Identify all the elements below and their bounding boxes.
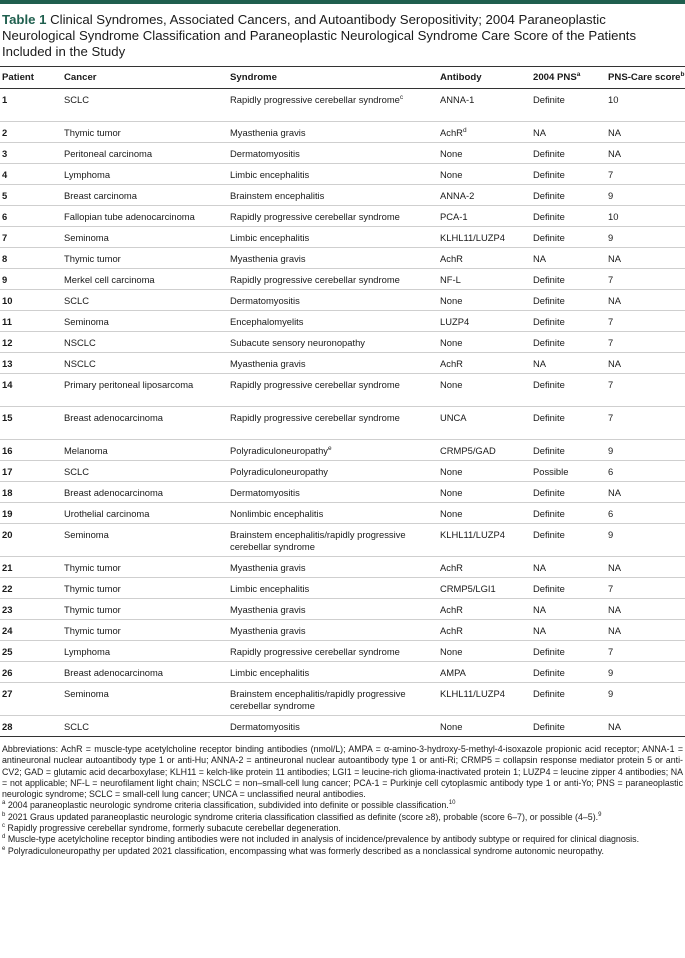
table-label: Table 1 <box>2 12 47 27</box>
footnote-b: $^b$ 2021 Graus updated paraneoplastic neurologic syndrome criteria classification classified as definite (score ≥8), probable (score 6–7), or possible (4–5).$^9$ <box>2 811 602 822</box>
table-row <box>0 578 685 599</box>
cell-pns-care-score: 9 <box>606 185 685 206</box>
table-row <box>0 641 685 662</box>
cell-2004-pns: Definite <box>531 482 606 503</box>
cell-antibody: None <box>438 716 531 737</box>
table-row <box>0 353 685 374</box>
cell-cancer: Thymic tumor <box>62 578 228 599</box>
cell-pns-care-score: NA <box>606 716 685 737</box>
cell-syndrome: Dermatomyositis <box>228 143 438 164</box>
cell-cancer: Thymic tumor <box>62 620 228 641</box>
table-row <box>0 440 685 461</box>
table-header-row <box>0 67 685 89</box>
cell-antibody: None <box>438 164 531 185</box>
cell-patient: 4 <box>0 164 62 185</box>
cell-patient: 12 <box>0 332 62 353</box>
cell-pns-care-score: 10 <box>606 89 685 122</box>
cell-syndrome: Dermatomyositis <box>228 290 438 311</box>
cell-pns-care-score: 7 <box>606 311 685 332</box>
cell-pns-care-score: 9 <box>606 662 685 683</box>
cell-syndrome: Brainstem encephalitis/rapidly progressive cerebellar syndrome <box>228 524 438 557</box>
cell-antibody: None <box>438 290 531 311</box>
cell-2004-pns: Definite <box>531 440 606 461</box>
cell-syndrome: Myasthenia gravis <box>228 557 438 578</box>
cell-cancer: Seminoma <box>62 524 228 557</box>
cell-syndrome: Dermatomyositis <box>228 482 438 503</box>
cell-patient: 11 <box>0 311 62 332</box>
cell-pns-care-score: 9 <box>606 524 685 557</box>
cell-syndrome: Limbic encephalitis <box>228 227 438 248</box>
cell-pns-care-score: 7 <box>606 269 685 290</box>
cell-antibody: ANNA-2 <box>438 185 531 206</box>
cell-syndrome: Dermatomyositis <box>228 716 438 737</box>
cell-pns-care-score: 7 <box>606 641 685 662</box>
cell-patient: 3 <box>0 143 62 164</box>
table-row <box>0 557 685 578</box>
table-row <box>0 227 685 248</box>
footnote-e: $^e$ Polyradiculoneuropathy per updated 2021 classification, encompassing what was formerly described as a nonclassical syndrome autonomic neuropathy. <box>2 845 604 856</box>
header-cancer: Cancer <box>62 67 228 89</box>
cell-patient: 26 <box>0 662 62 683</box>
cell-pns-care-score: NA <box>606 353 685 374</box>
cell-cancer: Thymic tumor <box>62 248 228 269</box>
table-row <box>0 185 685 206</box>
cell-antibody: NF-L <box>438 269 531 290</box>
cell-cancer: Seminoma <box>62 311 228 332</box>
cell-syndrome: Myasthenia gravis <box>228 248 438 269</box>
table-caption <box>0 4 685 66</box>
table-row <box>0 716 685 737</box>
cell-antibody: KLHL11/LUZP4 <box>438 683 531 716</box>
cell-2004-pns: Definite <box>531 206 606 227</box>
cell-cancer: Thymic tumor <box>62 122 228 143</box>
cell-pns-care-score: 6 <box>606 461 685 482</box>
cell-cancer: NSCLC <box>62 353 228 374</box>
cell-2004-pns: Definite <box>531 578 606 599</box>
cell-patient: 8 <box>0 248 62 269</box>
table-footnotes <box>0 737 685 857</box>
cell-syndrome: Rapidly progressive cerebellar syndrome$^c$ <box>228 89 438 122</box>
cell-antibody: KLHL11/LUZP4 <box>438 227 531 248</box>
cell-patient: 17 <box>0 461 62 482</box>
cell-patient: 6 <box>0 206 62 227</box>
table-row <box>0 461 685 482</box>
cell-2004-pns: Definite <box>531 89 606 122</box>
cell-patient: 18 <box>0 482 62 503</box>
cell-pns-care-score: NA <box>606 620 685 641</box>
header-pns-care-score: PNS-Care score$^b$ <box>606 67 685 89</box>
cell-pns-care-score: 9 <box>606 683 685 716</box>
table-row <box>0 620 685 641</box>
cell-pns-care-score: 6 <box>606 503 685 524</box>
cell-cancer: Merkel cell carcinoma <box>62 269 228 290</box>
cell-patient: 19 <box>0 503 62 524</box>
table-row <box>0 206 685 227</box>
cell-antibody: ANNA-1 <box>438 89 531 122</box>
cell-syndrome: Limbic encephalitis <box>228 578 438 599</box>
cell-2004-pns: Definite <box>531 185 606 206</box>
table-row <box>0 122 685 143</box>
table-row <box>0 311 685 332</box>
table-row <box>0 482 685 503</box>
cell-pns-care-score: 7 <box>606 332 685 353</box>
cell-antibody: None <box>438 332 531 353</box>
table-row <box>0 248 685 269</box>
cell-cancer: Thymic tumor <box>62 557 228 578</box>
cell-antibody: UNCA <box>438 407 531 440</box>
cell-cancer: NSCLC <box>62 332 228 353</box>
cell-2004-pns: Definite <box>531 269 606 290</box>
cell-cancer: SCLC <box>62 461 228 482</box>
cell-syndrome: Limbic encephalitis <box>228 662 438 683</box>
cell-cancer: Lymphoma <box>62 164 228 185</box>
cell-antibody: AchR <box>438 557 531 578</box>
cell-patient: 15 <box>0 407 62 440</box>
cell-antibody: None <box>438 482 531 503</box>
cell-pns-care-score: 7 <box>606 374 685 407</box>
cell-2004-pns: Definite <box>531 311 606 332</box>
cell-antibody: AchR <box>438 599 531 620</box>
cell-cancer: Primary peritoneal liposarcoma <box>62 374 228 407</box>
header-2004-pns: 2004 PNS$^a$ <box>531 67 606 89</box>
cell-cancer: Breast carcinoma <box>62 185 228 206</box>
footnote-a: $^a$ 2004 paraneoplastic neurologic syndrome criteria classification, subdivided into definite or possible classification.$^{10}$ <box>2 800 456 811</box>
cell-antibody: None <box>438 461 531 482</box>
header-syndrome: Syndrome <box>228 67 438 89</box>
table-row <box>0 503 685 524</box>
cell-cancer: Seminoma <box>62 683 228 716</box>
cell-cancer: Breast adenocarcinoma <box>62 482 228 503</box>
cell-antibody: PCA-1 <box>438 206 531 227</box>
cell-2004-pns: Definite <box>531 641 606 662</box>
cell-cancer: Thymic tumor <box>62 599 228 620</box>
table-row <box>0 407 685 440</box>
cell-syndrome: Subacute sensory neuronopathy <box>228 332 438 353</box>
abbreviations-note: Abbreviations: AchR = muscle-type acetylcholine receptor binding antibodies (nmol/L); AMPA = α-amino-3-hydroxy-5-methyl-4-isoxazole propionic acid receptor; ANNA-1 = antineuronal nuclear autoantibody type 1 or anti-Hu; ANNA-2 = antineuronal nuclear autoantibody type 1 or anti-Ri; CRMP5 = collapsin response mediator protein 5 or anti-CV2; GAD = glutamic acid decarboxylase; KLH11 = kelch-like protein 11 antibodies; LGI1 = leucine-rich glioma-inactivated protein 1; LUZP4 = leucine zipper 4 antibodies; NA = not applicable; NF-L = neurofilament light chain; NSCLC = non–small-cell lung cancer; PCA-1 = Purkinje cell cytoplasmic antibody type 1 or anti-Yo; PNS = paraneoplastic neurologic syndrome; SCLC = small-cell lung cancer; UNCA = unclassified neural antibodies. <box>2 744 683 800</box>
cell-2004-pns: NA <box>531 122 606 143</box>
cell-patient: 24 <box>0 620 62 641</box>
cell-cancer: Peritoneal carcinoma <box>62 143 228 164</box>
cell-2004-pns: NA <box>531 599 606 620</box>
cell-antibody: AchR <box>438 248 531 269</box>
cell-patient: 13 <box>0 353 62 374</box>
cell-2004-pns: Definite <box>531 332 606 353</box>
table-row <box>0 269 685 290</box>
cell-2004-pns: Definite <box>531 143 606 164</box>
footnote-d: $^d$ Muscle-type acetylcholine receptor binding antibodies were not included in analysis of incidence/prevalence by antibody subtype or required for clinical diagnosis. <box>2 834 640 845</box>
syndromes-table <box>0 66 685 737</box>
table-row <box>0 683 685 716</box>
cell-antibody: AchR <box>438 353 531 374</box>
cell-cancer: Urothelial carcinoma <box>62 503 228 524</box>
table-row <box>0 290 685 311</box>
cell-syndrome: Rapidly progressive cerebellar syndrome <box>228 374 438 407</box>
cell-2004-pns: Definite <box>531 716 606 737</box>
cell-patient: 14 <box>0 374 62 407</box>
cell-patient: 5 <box>0 185 62 206</box>
cell-antibody: CRMP5/LGI1 <box>438 578 531 599</box>
cell-2004-pns: Definite <box>531 227 606 248</box>
cell-patient: 25 <box>0 641 62 662</box>
cell-syndrome: Myasthenia gravis <box>228 353 438 374</box>
cell-cancer: SCLC <box>62 290 228 311</box>
table-row <box>0 599 685 620</box>
cell-pns-care-score: 9 <box>606 440 685 461</box>
cell-syndrome: Myasthenia gravis <box>228 122 438 143</box>
cell-patient: 10 <box>0 290 62 311</box>
cell-2004-pns: Definite <box>531 407 606 440</box>
cell-pns-care-score: NA <box>606 248 685 269</box>
cell-syndrome: Rapidly progressive cerebellar syndrome <box>228 269 438 290</box>
cell-2004-pns: NA <box>531 353 606 374</box>
cell-pns-care-score: 7 <box>606 407 685 440</box>
cell-2004-pns: Definite <box>531 662 606 683</box>
cell-patient: 20 <box>0 524 62 557</box>
cell-cancer: Melanoma <box>62 440 228 461</box>
cell-antibody: AchR$^d$ <box>438 122 531 143</box>
cell-cancer: Breast adenocarcinoma <box>62 662 228 683</box>
cell-syndrome: Rapidly progressive cerebellar syndrome <box>228 641 438 662</box>
cell-patient: 27 <box>0 683 62 716</box>
cell-2004-pns: NA <box>531 557 606 578</box>
cell-2004-pns: Definite <box>531 290 606 311</box>
cell-pns-care-score: NA <box>606 290 685 311</box>
table-row <box>0 89 685 122</box>
cell-cancer: Fallopian tube adenocarcinoma <box>62 206 228 227</box>
header-patient: Patient <box>0 67 62 89</box>
cell-syndrome: Myasthenia gravis <box>228 599 438 620</box>
table-title: Clinical Syndromes, Associated Cancers, and Autoantibody Seropositivity; 2004 Paraneoplastic Neurological Syndrome Classification and Paraneoplastic Neurological Syndrome Care Score of the Patients Included in the Study <box>2 12 637 59</box>
cell-patient: 7 <box>0 227 62 248</box>
cell-syndrome: Rapidly progressive cerebellar syndrome <box>228 206 438 227</box>
cell-pns-care-score: NA <box>606 122 685 143</box>
cell-patient: 21 <box>0 557 62 578</box>
table-row <box>0 332 685 353</box>
cell-pns-care-score: NA <box>606 599 685 620</box>
cell-syndrome: Nonlimbic encephalitis <box>228 503 438 524</box>
cell-cancer: SCLC <box>62 89 228 122</box>
header-antibody: Antibody <box>438 67 531 89</box>
cell-antibody: AchR <box>438 620 531 641</box>
cell-patient: 23 <box>0 599 62 620</box>
cell-2004-pns: Definite <box>531 164 606 185</box>
cell-syndrome: Rapidly progressive cerebellar syndrome <box>228 407 438 440</box>
table-row <box>0 164 685 185</box>
table-row <box>0 374 685 407</box>
cell-cancer: SCLC <box>62 716 228 737</box>
table-row <box>0 662 685 683</box>
cell-syndrome: Limbic encephalitis <box>228 164 438 185</box>
cell-syndrome: Myasthenia gravis <box>228 620 438 641</box>
cell-2004-pns: Definite <box>531 503 606 524</box>
cell-cancer: Seminoma <box>62 227 228 248</box>
cell-2004-pns: Definite <box>531 524 606 557</box>
cell-2004-pns: NA <box>531 620 606 641</box>
cell-syndrome: Brainstem encephalitis <box>228 185 438 206</box>
cell-patient: 28 <box>0 716 62 737</box>
cell-antibody: None <box>438 503 531 524</box>
cell-2004-pns: NA <box>531 248 606 269</box>
cell-syndrome: Encephalomyelits <box>228 311 438 332</box>
cell-antibody: None <box>438 143 531 164</box>
cell-syndrome: Brainstem encephalitis/rapidly progressive cerebellar syndrome <box>228 683 438 716</box>
cell-syndrome: Polyradiculoneuropathy$^e$ <box>228 440 438 461</box>
cell-pns-care-score: NA <box>606 482 685 503</box>
cell-antibody: None <box>438 374 531 407</box>
cell-antibody: None <box>438 641 531 662</box>
cell-patient: 16 <box>0 440 62 461</box>
cell-antibody: CRMP5/GAD <box>438 440 531 461</box>
cell-patient: 22 <box>0 578 62 599</box>
cell-pns-care-score: 9 <box>606 227 685 248</box>
cell-patient: 2 <box>0 122 62 143</box>
cell-antibody: KLHL11/LUZP4 <box>438 524 531 557</box>
cell-pns-care-score: 10 <box>606 206 685 227</box>
cell-pns-care-score: 7 <box>606 578 685 599</box>
cell-pns-care-score: NA <box>606 557 685 578</box>
cell-antibody: LUZP4 <box>438 311 531 332</box>
cell-syndrome: Polyradiculoneuropathy <box>228 461 438 482</box>
cell-pns-care-score: 7 <box>606 164 685 185</box>
cell-pns-care-score: NA <box>606 143 685 164</box>
cell-patient: 1 <box>0 89 62 122</box>
cell-cancer: Breast adenocarcinoma <box>62 407 228 440</box>
cell-2004-pns: Possible <box>531 461 606 482</box>
cell-antibody: AMPA <box>438 662 531 683</box>
cell-2004-pns: Definite <box>531 683 606 716</box>
cell-cancer: Lymphoma <box>62 641 228 662</box>
table-row <box>0 524 685 557</box>
table-row <box>0 143 685 164</box>
cell-2004-pns: Definite <box>531 374 606 407</box>
footnote-c: $^c$ Rapidly progressive cerebellar syndrome, formerly subacute cerebellar degeneration. <box>2 823 341 834</box>
cell-patient: 9 <box>0 269 62 290</box>
